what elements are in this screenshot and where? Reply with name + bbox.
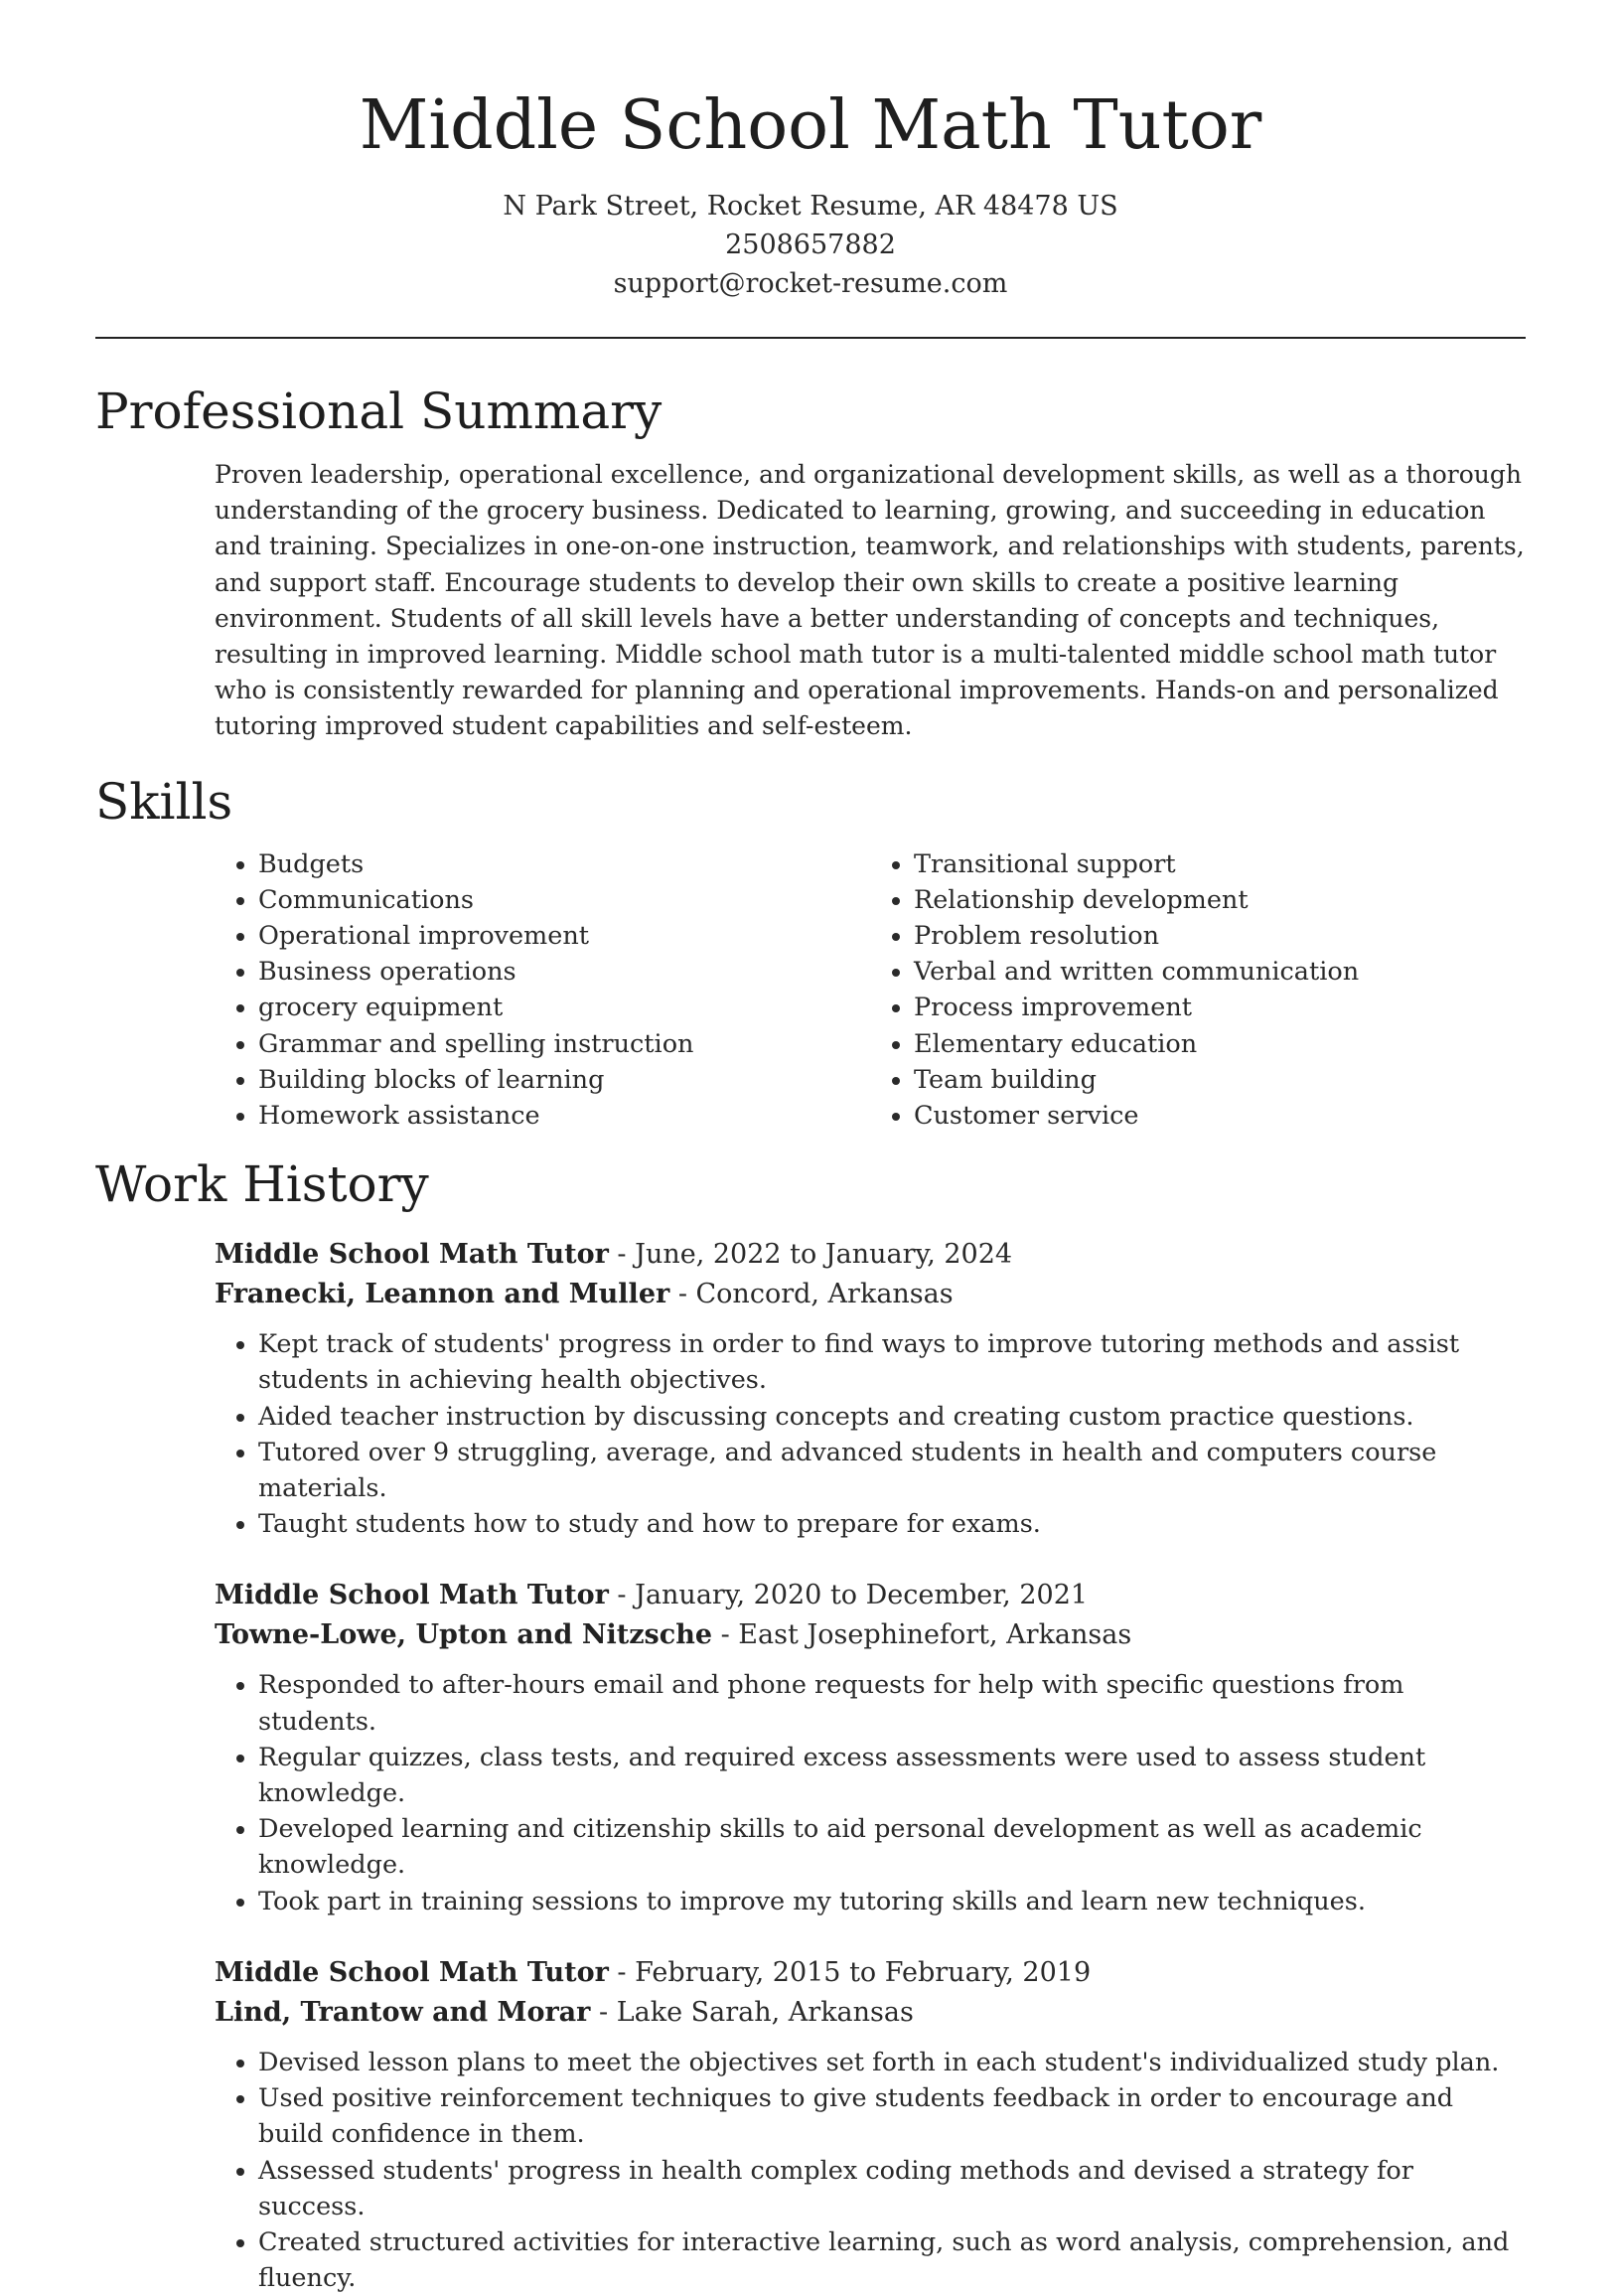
job-dates: - June, 2022 to January, 2024 xyxy=(608,1239,1013,1271)
job-role: Middle School Math Tutor xyxy=(215,1239,609,1271)
skill-item: • Problem resolution xyxy=(914,918,1526,954)
job-dates: - January, 2020 to December, 2021 xyxy=(608,1580,1089,1611)
job-bullet: • Kept track of students' progress in order to find ways to improve tutoring methods and assist students in achieving health objectives. xyxy=(258,1326,1526,1398)
skill-item: • Homework assistance xyxy=(258,1098,870,1134)
job-location: - Lake Sarah, Arkansas xyxy=(590,1996,914,2028)
job-bullet: • Tutored over 9 struggling, average, and advanced students in health and computers course materials. xyxy=(258,1435,1526,1506)
job-company: Franecki, Leannon and Muller xyxy=(215,1279,670,1310)
job-location: - Concord, Arkansas xyxy=(669,1279,954,1310)
resume-header xyxy=(95,0,1526,303)
job-entry xyxy=(215,1235,1526,1542)
job-location: - East Josephinefort, Arkansas xyxy=(712,1619,1132,1651)
job-bullets xyxy=(215,2045,1526,2296)
job-bullet: • Created structured activities for interactive learning, such as word analysis, comprehension, and fluency. xyxy=(258,2224,1526,2296)
skill-item: • Transitional support xyxy=(914,846,1526,882)
email-line: support@rocket-resume.com xyxy=(613,268,1008,299)
resume-page xyxy=(95,0,1526,2296)
skill-item: • grocery equipment xyxy=(258,990,870,1025)
work-history-heading: Work History xyxy=(95,1155,429,1214)
skill-item: • Customer service xyxy=(914,1098,1526,1134)
job-company: Lind, Trantow and Morar xyxy=(215,1996,591,2028)
job-role: Middle School Math Tutor xyxy=(215,1580,609,1611)
skill-item: • Elementary education xyxy=(914,1026,1526,1062)
job-bullet: • Taught students how to study and how to prepare for exams. xyxy=(258,1506,1526,1542)
skill-item: • Process improvement xyxy=(914,990,1526,1025)
skill-item: • Business operations xyxy=(258,954,870,990)
job-company-line xyxy=(215,1993,1526,2033)
job-company: Towne-Lowe, Upton and Nitzsche xyxy=(215,1619,713,1651)
job-bullet: • Responded to after-hours email and phone requests for help with specific questions from students. xyxy=(258,1667,1526,1739)
skill-item: • Relationship development xyxy=(914,882,1526,918)
job-dates: - February, 2015 to February, 2019 xyxy=(608,1956,1092,1988)
job-company-line xyxy=(215,1615,1526,1655)
job-bullet: • Developed learning and citizenship skills to aid personal development as well as academic knowledge. xyxy=(258,1811,1526,1883)
candidate-name: Middle School Math Tutor xyxy=(359,86,1262,165)
skill-item: • Building blocks of learning xyxy=(258,1062,870,1098)
skills-heading: Skills xyxy=(95,772,233,831)
phone-line: 2508657882 xyxy=(725,230,896,260)
summary-heading: Professional Summary xyxy=(95,383,663,440)
job-bullet: • Devised lesson plans to meet the objectives set forth in each student's individualized study plan. xyxy=(258,2045,1526,2080)
job-entry xyxy=(215,1953,1526,2296)
skill-item: • Team building xyxy=(914,1062,1526,1098)
skills-grid xyxy=(215,846,1526,1135)
job-bullet: • Regular quizzes, class tests, and required excess assessments were used to assess student knowledge. xyxy=(258,1740,1526,1811)
job-bullet: • Used positive reinforcement techniques to give students feedback in order to encourage and build confidence in them. xyxy=(258,2080,1526,2152)
job-bullet: • Aided teacher instruction by discussing concepts and creating custom practice questions. xyxy=(258,1399,1526,1435)
job-role: Middle School Math Tutor xyxy=(215,1956,609,1988)
job-entry xyxy=(215,1576,1526,1918)
job-company-line xyxy=(215,1275,1526,1314)
summary-text: Proven leadership, operational excellence, and organizational development skills, as well as a thorough understanding of the grocery business. Dedicated to learning, growing, and succeeding in education and training. Specializes in one-on-one instruction, teamwork, and relationships with students, parents, and support staff. Encourage students to develop their own skills to create a positive learning environment. Students of all skill levels have a better understanding of concepts and techniques, resulting in improved learning. Middle school math tutor is a multi-talented middle school math tutor who is consistently rewarded for planning and operational improvements. Hands-on and personalized tutoring improved student capabilities and self-esteem. xyxy=(215,460,1525,741)
job-bullet: • Took part in training sessions to improve my tutoring skills and learn new techniques. xyxy=(258,1884,1526,1919)
address-line: N Park Street, Rocket Resume, AR 48478 US xyxy=(503,191,1118,222)
skills-column-left xyxy=(215,846,870,1135)
job-title-line xyxy=(215,1235,1526,1275)
skill-item: • Budgets xyxy=(258,846,870,882)
skill-item: • Operational improvement xyxy=(258,918,870,954)
job-bullets xyxy=(215,1667,1526,1918)
skill-item: • Verbal and written communication xyxy=(914,954,1526,990)
skill-item: • Communications xyxy=(258,882,870,918)
job-bullet: • Assessed students' progress in health complex coding methods and devised a strategy for success. xyxy=(258,2153,1526,2224)
job-title-line xyxy=(215,1953,1526,1993)
job-title-line xyxy=(215,1576,1526,1615)
header-divider xyxy=(95,337,1526,339)
skill-item: • Grammar and spelling instruction xyxy=(258,1026,870,1062)
job-bullets xyxy=(215,1326,1526,1542)
skills-column-right xyxy=(870,846,1526,1135)
